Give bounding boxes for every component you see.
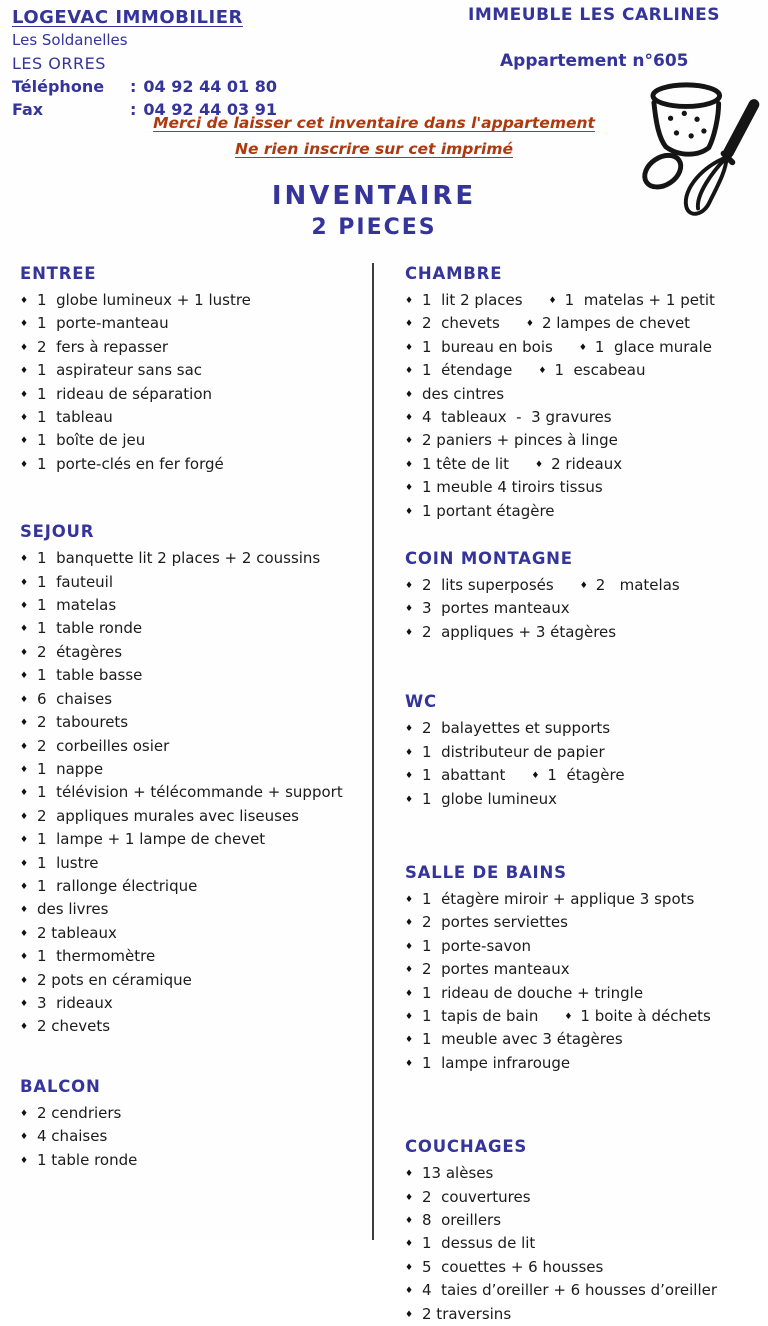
section-heading-sejour: SEJOUR: [20, 522, 95, 542]
inventory-item: [405, 359, 768, 382]
inventory-item: [405, 764, 768, 787]
inventory-item: [20, 735, 372, 758]
bullet-diamond-icon: ♦: [405, 1215, 414, 1226]
bullet-diamond-icon: ♦: [20, 905, 29, 916]
section-salle-de-bains: [405, 863, 768, 1075]
bullet-diamond-icon: ♦: [20, 1108, 29, 1119]
phone-label: Téléphone: [12, 77, 105, 96]
bullet-diamond-icon: ♦: [405, 724, 414, 735]
inventory-item: [20, 711, 372, 734]
fax-separator: :: [130, 100, 137, 119]
item-text: 4 taies d’oreiller + 6 housses d’oreiller: [422, 1281, 718, 1300]
inventory-item: [20, 945, 372, 968]
section-heading-salle-de-bains: SALLE DE BAINS: [405, 862, 567, 882]
item-text: 1 portant étagère: [422, 501, 555, 520]
bullet-diamond-icon: ♦: [20, 764, 29, 775]
bullet-diamond-icon: ♦: [405, 1262, 414, 1273]
inventory-item: [20, 805, 372, 828]
agency-name: LOGEVAC IMMOBILIER: [12, 7, 243, 28]
section-heading-balcon: BALCON: [20, 1076, 101, 1096]
bullet-diamond-icon: ♦: [405, 1011, 414, 1022]
item-text: 1 lit 2 places: [422, 291, 523, 309]
section-sejour: [20, 522, 372, 1039]
bullet-diamond-icon: ♦: [405, 988, 414, 999]
inventory-item: [20, 312, 372, 335]
item-text: 3 rideaux: [37, 993, 113, 1012]
inventory-item: [405, 312, 768, 335]
inventory-item: [405, 1232, 768, 1255]
item-text-secondary: 1 matelas + 1 petit: [564, 291, 715, 309]
bullet-diamond-icon: ♦: [20, 998, 29, 1009]
bullet-diamond-icon: ♦: [405, 296, 414, 306]
inventory-item: [20, 969, 372, 992]
item-text: 1 abattant: [422, 766, 506, 785]
notice-line-2: Ne rien inscrire sur cet imprimé: [234, 140, 514, 158]
inventory-item: [20, 852, 372, 875]
bullet-diamond-icon: ♦: [548, 296, 557, 306]
bullet-diamond-icon: ♦: [20, 718, 29, 729]
bullet-diamond-icon: ♦: [405, 627, 414, 638]
inventory-item: [20, 429, 372, 452]
inventory-item: [20, 547, 372, 570]
inventory-item: [20, 383, 372, 406]
item-text: 2 appliques + 3 étagères: [422, 622, 617, 641]
item-text: 2 balayettes et supports: [422, 719, 611, 738]
bullet-diamond-icon: ♦: [405, 483, 414, 494]
bullet-diamond-icon: ♦: [405, 941, 414, 952]
item-text: 1 lampe infrarouge: [422, 1053, 571, 1072]
bullet-diamond-icon: ♦: [525, 319, 534, 330]
bullet-diamond-icon: ♦: [20, 881, 29, 892]
item-text: 2 pots en céramique: [37, 970, 192, 989]
item-text: 2 cendriers: [37, 1103, 122, 1122]
bullet-diamond-icon: ♦: [20, 389, 29, 400]
item-text-secondary: 2 lampes de chevet: [541, 314, 691, 333]
item-text: 1 matelas: [37, 596, 117, 615]
inventory-item: [405, 741, 768, 764]
bullet-diamond-icon: ♦: [20, 577, 29, 588]
bullet-diamond-icon: ♦: [578, 342, 587, 353]
bullet-diamond-icon: ♦: [405, 794, 414, 805]
inventory-item: [20, 1015, 372, 1038]
inventory-item: [20, 336, 372, 359]
bullet-diamond-icon: ♦: [405, 894, 414, 905]
item-text: 1 nappe: [37, 759, 104, 778]
item-text: 4 tableaux - 3 gravures: [422, 408, 612, 427]
item-text: 1 globe lumineux + 1 lustre: [37, 291, 251, 309]
section-wc: [405, 692, 768, 811]
inventory-item: [405, 574, 768, 597]
inventory-item: [20, 453, 372, 476]
item-text-secondary: 1 étagère: [547, 766, 625, 785]
item-text: 1 porte-manteau: [37, 314, 169, 333]
item-text: 1 table ronde: [37, 619, 143, 638]
item-text-secondary: 1 escabeau: [554, 361, 646, 380]
bullet-diamond-icon: ♦: [405, 436, 414, 447]
inventory-item: [20, 1149, 372, 1172]
item-text: 2 couvertures: [422, 1187, 531, 1206]
bullet-diamond-icon: ♦: [20, 319, 29, 330]
item-text: 1 porte-savon: [422, 936, 532, 955]
item-text-secondary: 2 rideaux: [551, 454, 623, 473]
bullet-diamond-icon: ♦: [20, 296, 29, 306]
inventory-item: [405, 982, 768, 1005]
phone-number: 04 92 44 01 80: [143, 77, 278, 96]
bullet-diamond-icon: ♦: [20, 436, 29, 447]
item-text: 1 meuble 4 tiroirs tissus: [422, 478, 603, 497]
bullet-diamond-icon: ♦: [405, 459, 414, 470]
item-text: 1 dessus de lit: [422, 1234, 536, 1253]
section-heading-chambre: CHAMBRE: [405, 264, 503, 283]
item-text: 1 tableau: [37, 408, 113, 427]
item-text: 1 lustre: [37, 853, 99, 872]
inventory-item: [405, 336, 768, 359]
inventory-item: [20, 1102, 372, 1125]
item-text: 2 tableaux: [37, 923, 117, 942]
left-column: [0, 264, 372, 1172]
bullet-diamond-icon: ♦: [405, 413, 414, 424]
bullet-diamond-icon: ♦: [531, 771, 540, 782]
inventory-item: [405, 1209, 768, 1232]
bullet-diamond-icon: ♦: [20, 413, 29, 424]
bullet-diamond-icon: ♦: [20, 1022, 29, 1033]
bullet-diamond-icon: ♦: [20, 835, 29, 846]
inventory-item: [405, 1005, 768, 1028]
inventory-item: [20, 758, 372, 781]
item-text: 2 chevets: [37, 1017, 111, 1036]
document-title: INVENTAIRE: [271, 181, 477, 211]
inventory-item: [20, 406, 372, 429]
building-name: IMMEUBLE LES CARLINES: [468, 5, 720, 25]
inventory-item: [405, 406, 768, 429]
bullet-diamond-icon: ♦: [405, 389, 414, 400]
inventory-item: [405, 597, 768, 620]
item-text: 2 portes serviettes: [422, 913, 568, 932]
bullet-diamond-icon: ♦: [405, 1058, 414, 1069]
inventory-item: [20, 641, 372, 664]
item-text: 1 meuble avec 3 étagères: [422, 1030, 623, 1049]
item-text: 1 table basse: [37, 666, 143, 685]
item-text: 2 paniers + pinces à linge: [422, 431, 618, 450]
section-entree: [20, 264, 372, 476]
bullet-diamond-icon: ♦: [20, 1155, 29, 1166]
inventory-item: [20, 992, 372, 1015]
item-text: 1 tête de lit: [422, 454, 510, 473]
inventory-item: [20, 664, 372, 687]
inventory-item: [405, 1256, 768, 1279]
section-heading-couchages: COUCHAGES: [405, 1137, 528, 1157]
bullet-diamond-icon: ♦: [20, 459, 29, 470]
apartment-number: Appartement n°605: [500, 51, 689, 71]
bullet-diamond-icon: ♦: [535, 459, 544, 470]
bullet-diamond-icon: ♦: [405, 1309, 414, 1320]
item-text: 2 chevets: [422, 314, 500, 333]
inventory-item: [20, 688, 372, 711]
item-text: 1 aspirateur sans sac: [37, 361, 203, 380]
inventory-item: [405, 911, 768, 934]
bullet-diamond-icon: ♦: [405, 747, 414, 758]
inventory-item: [20, 594, 372, 617]
right-column: [374, 264, 768, 1326]
item-text-secondary: 1 glace murale: [594, 337, 712, 356]
inventory-item: [405, 717, 768, 740]
residence-name: Les Soldanelles: [12, 31, 128, 49]
bullet-diamond-icon: ♦: [20, 694, 29, 705]
inventory-item: [405, 476, 768, 499]
inventory-item: [405, 1162, 768, 1185]
inventory-item: [405, 788, 768, 811]
inventory-item: [405, 1279, 768, 1302]
inventory-item: [20, 1125, 372, 1148]
item-text: 1 rideau de séparation: [37, 384, 212, 403]
item-text: 2 appliques murales avec liseuses: [37, 806, 300, 825]
notice-line-1: Merci de laisser cet inventaire dans l'appartement: [153, 114, 595, 132]
item-text: 1 étagère miroir + applique 3 spots: [422, 889, 695, 908]
bullet-diamond-icon: ♦: [405, 581, 414, 592]
item-text: 13 alèses: [422, 1164, 494, 1183]
bullet-diamond-icon: ♦: [20, 928, 29, 939]
inventory-item: [405, 1186, 768, 1209]
inventory-item: [20, 571, 372, 594]
bullet-diamond-icon: ♦: [405, 1286, 414, 1297]
bullet-diamond-icon: ♦: [405, 342, 414, 353]
inventory-item: [405, 1052, 768, 1075]
item-text-secondary: 2 matelas: [595, 576, 680, 595]
item-text: 2 fers à repasser: [37, 337, 169, 356]
inventory-item: [20, 828, 372, 851]
inventory-item: [20, 617, 372, 640]
inventory-item: [405, 289, 768, 312]
agency-header-block: [12, 6, 277, 121]
item-text: 5 couettes + 6 housses: [422, 1257, 604, 1276]
section-heading-wc: WC: [405, 692, 437, 712]
inventory-item: [405, 621, 768, 644]
bullet-diamond-icon: ♦: [564, 1011, 573, 1022]
bullet-diamond-icon: ♦: [405, 604, 414, 615]
item-text: 3 portes manteaux: [422, 599, 570, 618]
section-heading-entree: ENTREE: [20, 264, 97, 283]
item-text: 1 globe lumineux: [422, 789, 558, 808]
item-text: des cintres: [422, 384, 505, 403]
bullet-diamond-icon: ♦: [538, 366, 547, 377]
bullet-diamond-icon: ♦: [579, 581, 588, 592]
item-text: 2 corbeilles osier: [37, 736, 170, 755]
phone-separator: :: [130, 77, 137, 96]
bullet-diamond-icon: ♦: [20, 741, 29, 752]
bullet-diamond-icon: ♦: [405, 1192, 414, 1203]
bullet-diamond-icon: ♦: [20, 975, 29, 986]
item-text: 8 oreillers: [422, 1210, 502, 1229]
item-text: 4 chaises: [37, 1127, 108, 1146]
item-text: 1 banquette lit 2 places + 2 coussins: [37, 549, 321, 568]
section-chambre: [405, 264, 768, 523]
inventory-item: [405, 1028, 768, 1051]
bullet-diamond-icon: ♦: [20, 811, 29, 822]
bullet-diamond-icon: ♦: [20, 952, 29, 963]
fax-label: Fax: [12, 100, 44, 119]
item-text: 1 tapis de bain: [422, 1006, 539, 1025]
item-text-secondary: 1 boite à déchets: [580, 1006, 711, 1025]
inventory-item: [405, 888, 768, 911]
section-couchages: [405, 1137, 768, 1326]
bullet-diamond-icon: ♦: [20, 601, 29, 612]
bullet-diamond-icon: ♦: [405, 965, 414, 976]
bullet-diamond-icon: ♦: [405, 918, 414, 929]
item-text: 1 rallonge électrique: [37, 876, 198, 895]
inventory-item: [20, 898, 372, 921]
bullet-diamond-icon: ♦: [405, 319, 414, 330]
inventory-item: [405, 429, 768, 452]
inventory-item: [20, 875, 372, 898]
item-text: 1 distributeur de papier: [422, 742, 605, 761]
item-text: 1 fauteuil: [37, 572, 114, 591]
inventory-item: [20, 922, 372, 945]
item-text: 1 bureau en bois: [422, 337, 553, 356]
item-text: 6 chaises: [37, 689, 113, 708]
section-balcon: [20, 1077, 372, 1172]
inventory-item: [20, 359, 372, 382]
bullet-diamond-icon: ♦: [20, 342, 29, 353]
phone-line: [12, 75, 277, 98]
bullet-diamond-icon: ♦: [20, 788, 29, 799]
bullet-diamond-icon: ♦: [405, 1239, 414, 1250]
bullet-diamond-icon: ♦: [405, 771, 414, 782]
mixing-bowl-egg-whisk-icon: [634, 79, 766, 231]
inventory-item: [20, 289, 372, 312]
item-text: 2 étagères: [37, 642, 123, 661]
fax-number: 04 92 44 03 91: [143, 100, 278, 119]
bullet-diamond-icon: ♦: [20, 1132, 29, 1143]
bullet-diamond-icon: ♦: [20, 647, 29, 658]
bullet-diamond-icon: ♦: [20, 858, 29, 869]
item-text: 1 thermomètre: [37, 947, 156, 966]
bullet-diamond-icon: ♦: [20, 366, 29, 377]
inventory-item: [405, 935, 768, 958]
item-text: 2 traversins: [422, 1304, 512, 1323]
inventory-item: [405, 958, 768, 981]
item-text: 2 tabourets: [37, 713, 129, 732]
inventory-item: [405, 1303, 768, 1326]
inventory-item: [405, 383, 768, 406]
inventory-item: [20, 781, 372, 804]
bullet-diamond-icon: ♦: [405, 1035, 414, 1046]
item-text: 1 étendage: [422, 361, 513, 380]
bullet-diamond-icon: ♦: [405, 1169, 414, 1180]
bullet-diamond-icon: ♦: [405, 366, 414, 377]
bullet-diamond-icon: ♦: [20, 624, 29, 635]
inventory-item: [405, 453, 768, 476]
section-heading-coin-montagne: COIN MONTAGNE: [405, 549, 573, 569]
item-text: 1 boîte de jeu: [37, 431, 146, 450]
item-text: des livres: [37, 900, 109, 919]
item-text: 1 table ronde: [37, 1150, 138, 1169]
item-text: 2 lits superposés: [422, 576, 554, 595]
item-text: 1 lampe + 1 lampe de chevet: [37, 830, 266, 849]
document-subtitle: 2 PIECES: [311, 215, 437, 240]
bullet-diamond-icon: ♦: [20, 554, 29, 565]
item-text: 2 portes manteaux: [422, 960, 570, 979]
city-name: LES ORRES: [12, 54, 106, 73]
bullet-diamond-icon: ♦: [20, 671, 29, 682]
item-text: 1 télévision + télécommande + support: [37, 783, 343, 802]
section-coin-montagne: [405, 549, 768, 644]
inventory-item: [405, 500, 768, 523]
item-text: 1 porte-clés en fer forgé: [37, 454, 224, 473]
bullet-diamond-icon: ♦: [405, 506, 414, 517]
item-text: 1 rideau de douche + tringle: [422, 983, 644, 1002]
